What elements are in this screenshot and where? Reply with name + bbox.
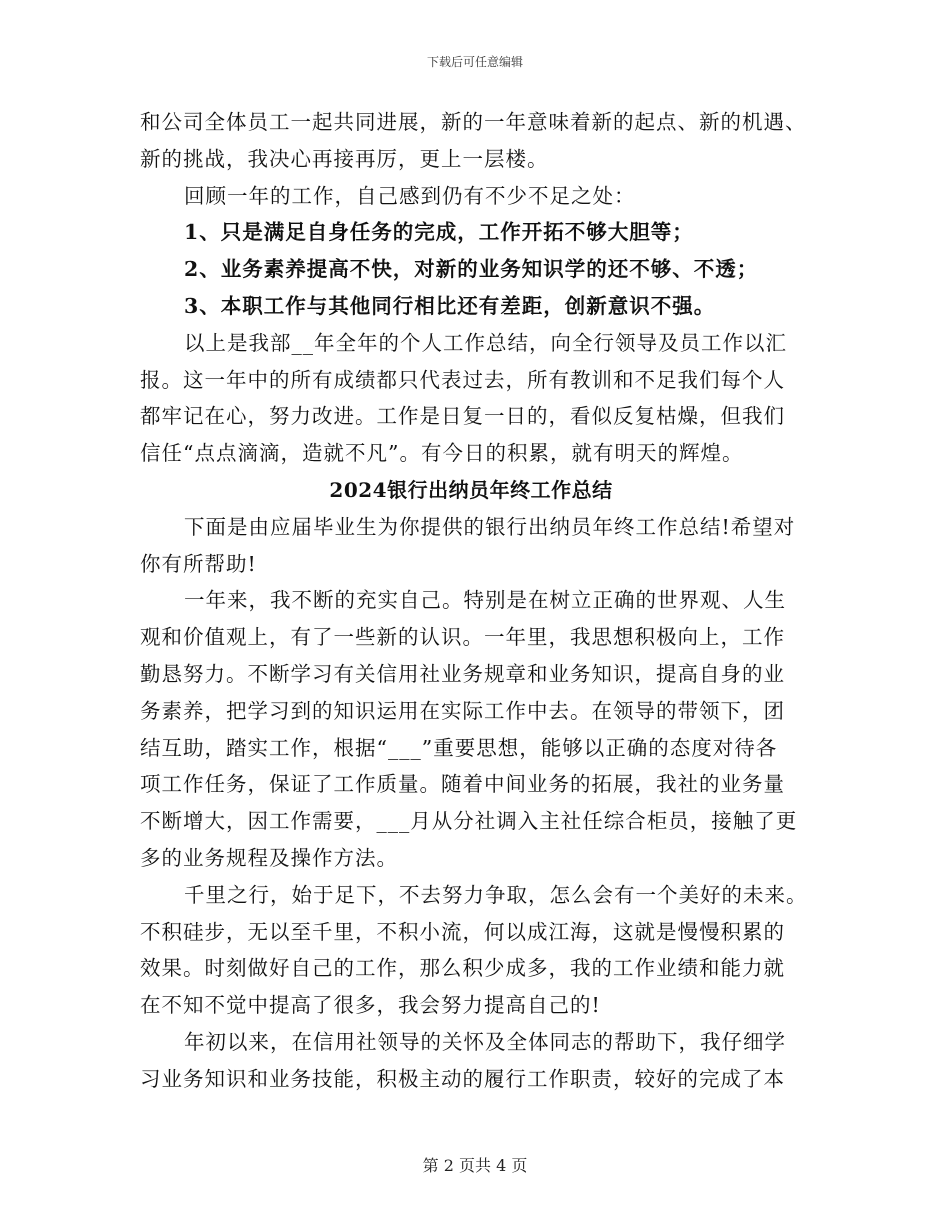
text-line-16: 勤恳努力。不断学习有关信用社业务规章和业务知识，提高自身的业 [140, 661, 785, 686]
text-line-23: 不积硅步，无以至千里，不积小流，何以成江海，这就是慢慢积累的 [140, 919, 785, 944]
section-title: 2024银行出纳员年终工作总结 [329, 477, 613, 502]
text-line-15: 观和价值观上，有了一些新的认识。一年里，我思想积极向上，工作 [140, 625, 785, 650]
text-line-13: 你有所帮助! [140, 551, 257, 576]
text-line-3: 回顾一年的工作，自己感到仍有不少不足之处： [184, 183, 636, 208]
text-line-25: 在不知不觉中提高了很多，我会努力提高自己的! [140, 993, 601, 1018]
text-line-1: 和公司全体员工一起共同进展，新的一年意味着新的起点、新的机遇、 [140, 110, 807, 134]
page-number: 第 2 页共 4 页 [422, 1156, 528, 1175]
text-line-22: 千里之行，始于足下，不去努力争取，怎么会有一个美好的未来。 [184, 882, 808, 907]
shortcoming-item-2: 2、业务素养提高不快，对新的业务知识学的还不够、不透； [184, 257, 759, 282]
text-line-14: 一年来，我不断的充实自己。特别是在树立正确的世界观、人生 [184, 588, 786, 613]
text-line-9: 都牢记在心，努力改进。工作是日复一日的，看似反复枯燥，但我们 [140, 404, 785, 429]
text-line-8: 报。这一年中的所有成绩都只代表过去，所有教训和不足我们每个人 [140, 367, 785, 392]
text-line-20: 不断增大，因工作需要，___月从分社调入主社任综合柜员，接触了更 [140, 809, 798, 834]
text-line-18: 结互助，踏实工作，根据“___”重要思想，能够以正确的态度对待各 [140, 735, 778, 760]
text-line-17: 务素养，把学习到的知识运用在实际工作中去。在领导的带领下，团 [140, 698, 785, 723]
text-line-7: 以上是我部__年全年的个人工作总结，向全行领导及员工作以汇 [184, 330, 787, 355]
document-body [140, 104, 808, 1098]
text-line-12: 下面是由应届毕业生为你提供的银行出纳员年终工作总结!希望对 [184, 514, 796, 539]
shortcoming-item-1: 1、只是满足自身任务的完成，工作开拓不够大胆等； [184, 220, 694, 245]
text-line-26: 年初以来，在信用社领导的关怀及全体同志的帮助下，我仔细学 [184, 1029, 786, 1054]
text-line-27: 习业务知识和业务技能，积极主动的履行工作职责，较好的完成了本 [140, 1066, 785, 1091]
shortcoming-item-3: 3、本职工作与其他同行相比还有差距，创新意识不强。 [184, 293, 716, 318]
page-header: 下载后可任意编辑 [426, 55, 523, 69]
text-line-21: 多的业务规程及操作方法。 [140, 845, 398, 870]
text-line-19: 项工作任务，保证了工作质量。随着中间业务的拓展，我社的业务量 [140, 772, 785, 797]
text-line-24: 效果。时刻做好自己的工作，那么积少成多，我的工作业绩和能力就 [140, 956, 785, 981]
text-line-2: 新的挑战，我决心再接再厉，更上一层楼。 [140, 146, 549, 171]
text-line-10: 信任“点点滴滴，造就不凡”。有今日的积累，就有明天的辉煌。 [140, 441, 744, 466]
